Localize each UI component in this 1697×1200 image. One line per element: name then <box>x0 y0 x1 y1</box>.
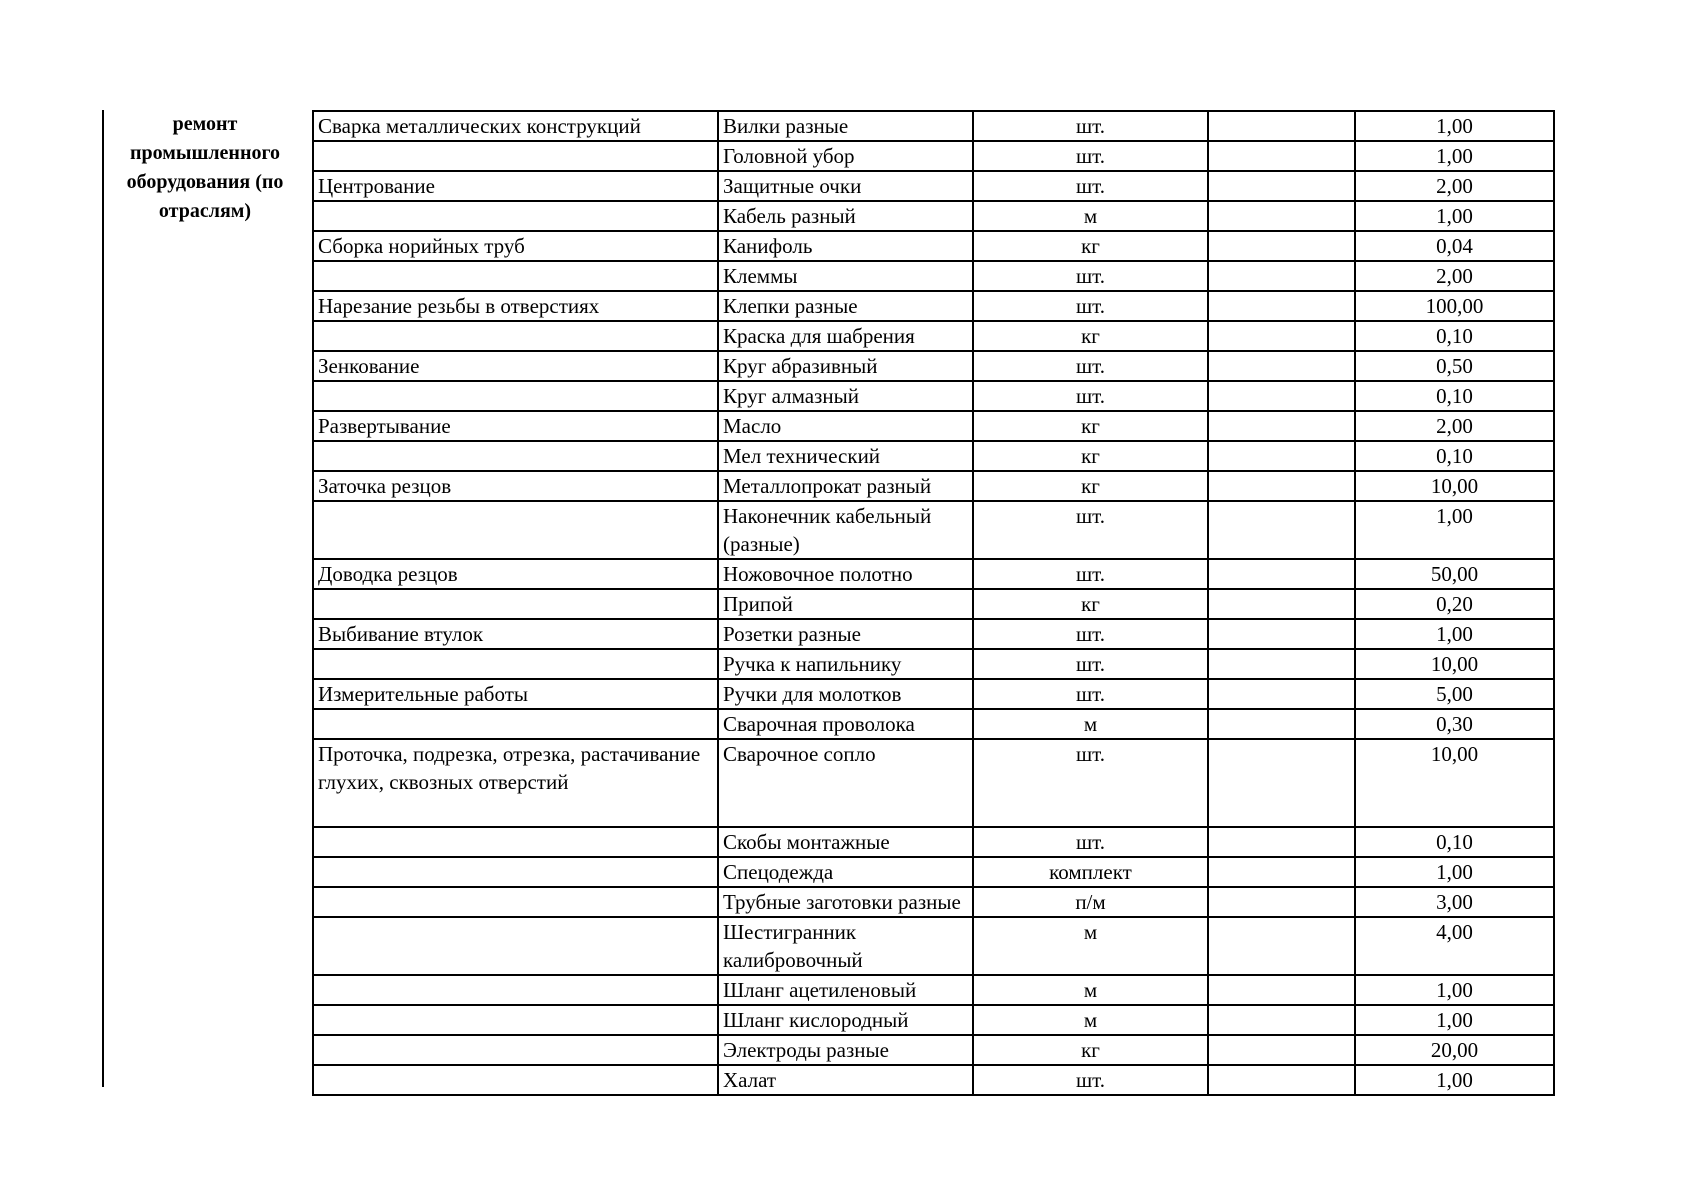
material-cell: Клеммы <box>718 261 973 291</box>
unit-cell: шт. <box>973 739 1208 827</box>
material-cell: Шестигранник калибровочный <box>718 917 973 975</box>
empty-cell <box>1208 589 1355 619</box>
table-row <box>313 441 1554 471</box>
operation-cell <box>313 1005 718 1035</box>
empty-cell <box>1208 411 1355 441</box>
operation-cell <box>313 381 718 411</box>
material-cell: Круг абразивный <box>718 351 973 381</box>
table-row <box>313 351 1554 381</box>
quantity-cell: 1,00 <box>1355 619 1554 649</box>
quantity-cell: 4,00 <box>1355 917 1554 975</box>
unit-cell: п/м <box>973 887 1208 917</box>
material-cell: Ручки для молотков <box>718 679 973 709</box>
operation-cell: Доводка резцов <box>313 559 718 589</box>
quantity-cell: 0,10 <box>1355 827 1554 857</box>
table-row <box>313 619 1554 649</box>
empty-cell <box>1208 1065 1355 1095</box>
empty-cell <box>1208 887 1355 917</box>
material-cell: Трубные заготовки разные <box>718 887 973 917</box>
operation-cell <box>313 709 718 739</box>
operation-cell <box>313 321 718 351</box>
material-cell: Защитные очки <box>718 171 973 201</box>
material-cell: Электроды разные <box>718 1035 973 1065</box>
quantity-cell: 1,00 <box>1355 1065 1554 1095</box>
quantity-cell: 20,00 <box>1355 1035 1554 1065</box>
unit-cell: шт. <box>973 111 1208 141</box>
section-label-line: ремонт <box>172 113 238 135</box>
material-cell: Шланг ацетиленовый <box>718 975 973 1005</box>
table-row <box>313 231 1554 261</box>
unit-cell: кг <box>973 231 1208 261</box>
empty-cell <box>1208 501 1355 559</box>
quantity-cell: 2,00 <box>1355 171 1554 201</box>
material-cell: Вилки разные <box>718 111 973 141</box>
operation-cell <box>313 589 718 619</box>
quantity-cell: 1,00 <box>1355 501 1554 559</box>
quantity-cell: 1,00 <box>1355 141 1554 171</box>
unit-cell: м <box>973 917 1208 975</box>
quantity-cell: 2,00 <box>1355 261 1554 291</box>
unit-cell: м <box>973 709 1208 739</box>
empty-cell <box>1208 1035 1355 1065</box>
unit-cell: шт. <box>973 827 1208 857</box>
unit-cell: кг <box>973 589 1208 619</box>
empty-cell <box>1208 351 1355 381</box>
empty-cell <box>1208 171 1355 201</box>
quantity-cell: 0,10 <box>1355 381 1554 411</box>
table-row <box>313 857 1554 887</box>
table-row <box>313 261 1554 291</box>
table-row <box>313 1035 1554 1065</box>
quantity-cell: 5,00 <box>1355 679 1554 709</box>
quantity-cell: 0,10 <box>1355 441 1554 471</box>
quantity-cell: 1,00 <box>1355 975 1554 1005</box>
unit-cell: шт. <box>973 381 1208 411</box>
operation-cell <box>313 917 718 975</box>
material-cell: Металлопрокат разный <box>718 471 973 501</box>
operation-cell: Центрование <box>313 171 718 201</box>
empty-cell <box>1208 141 1355 171</box>
operation-cell <box>313 975 718 1005</box>
unit-cell: шт. <box>973 351 1208 381</box>
empty-cell <box>1208 381 1355 411</box>
quantity-cell: 0,10 <box>1355 321 1554 351</box>
quantity-cell: 2,00 <box>1355 411 1554 441</box>
material-cell: Припой <box>718 589 973 619</box>
operation-cell: Выбивание втулок <box>313 619 718 649</box>
unit-cell: шт. <box>973 649 1208 679</box>
quantity-cell: 1,00 <box>1355 111 1554 141</box>
materials-table <box>312 110 1555 1096</box>
empty-cell <box>1208 619 1355 649</box>
quantity-cell: 10,00 <box>1355 739 1554 827</box>
operation-cell <box>313 441 718 471</box>
empty-cell <box>1208 559 1355 589</box>
empty-cell <box>1208 231 1355 261</box>
table-row <box>313 1065 1554 1095</box>
material-cell: Сварочное сопло <box>718 739 973 827</box>
quantity-cell: 100,00 <box>1355 291 1554 321</box>
quantity-cell: 0,50 <box>1355 351 1554 381</box>
table-row <box>313 501 1554 559</box>
table-row <box>313 381 1554 411</box>
material-cell: Клепки разные <box>718 291 973 321</box>
material-cell: Ручка к напильнику <box>718 649 973 679</box>
empty-cell <box>1208 649 1355 679</box>
table-row <box>313 171 1554 201</box>
quantity-cell: 0,20 <box>1355 589 1554 619</box>
table-row <box>313 471 1554 501</box>
operation-cell: Нарезание резьбы в отверстиях <box>313 291 718 321</box>
table-row <box>313 679 1554 709</box>
unit-cell: шт. <box>973 1065 1208 1095</box>
material-cell: Шланг кислородный <box>718 1005 973 1035</box>
table-row <box>313 917 1554 975</box>
unit-cell: шт. <box>973 291 1208 321</box>
operation-cell: Сборка норийных труб <box>313 231 718 261</box>
material-cell: Сварочная проволока <box>718 709 973 739</box>
unit-cell: шт. <box>973 171 1208 201</box>
quantity-cell: 10,00 <box>1355 649 1554 679</box>
empty-cell <box>1208 291 1355 321</box>
empty-cell <box>1208 679 1355 709</box>
operation-cell <box>313 827 718 857</box>
table-row <box>313 1005 1554 1035</box>
empty-cell <box>1208 857 1355 887</box>
operation-cell <box>313 649 718 679</box>
unit-cell: м <box>973 201 1208 231</box>
empty-cell <box>1208 709 1355 739</box>
empty-cell <box>1208 471 1355 501</box>
operation-cell <box>313 1035 718 1065</box>
material-cell: Кабель разный <box>718 201 973 231</box>
quantity-cell: 3,00 <box>1355 887 1554 917</box>
operation-cell <box>313 857 718 887</box>
empty-cell <box>1208 827 1355 857</box>
quantity-cell: 0,30 <box>1355 709 1554 739</box>
left-border-rule <box>102 110 104 1087</box>
material-cell: Канифоль <box>718 231 973 261</box>
operation-cell: Измерительные работы <box>313 679 718 709</box>
material-cell: Розетки разные <box>718 619 973 649</box>
operation-cell: Развертывание <box>313 411 718 441</box>
material-cell: Халат <box>718 1065 973 1095</box>
table-row <box>313 411 1554 441</box>
quantity-cell: 1,00 <box>1355 1005 1554 1035</box>
unit-cell: кг <box>973 411 1208 441</box>
section-label <box>110 110 300 226</box>
unit-cell: шт. <box>973 679 1208 709</box>
unit-cell: м <box>973 975 1208 1005</box>
empty-cell <box>1208 111 1355 141</box>
empty-cell <box>1208 321 1355 351</box>
table-row <box>313 827 1554 857</box>
operation-cell: Заточка резцов <box>313 471 718 501</box>
empty-cell <box>1208 917 1355 975</box>
table-row <box>313 141 1554 171</box>
empty-cell <box>1208 261 1355 291</box>
section-label-line: оборудования (по <box>126 171 284 193</box>
table-row <box>313 111 1554 141</box>
unit-cell: кг <box>973 321 1208 351</box>
table-row <box>313 975 1554 1005</box>
empty-cell <box>1208 201 1355 231</box>
unit-cell: кг <box>973 1035 1208 1065</box>
empty-cell <box>1208 975 1355 1005</box>
operation-cell <box>313 141 718 171</box>
table-row <box>313 649 1554 679</box>
material-cell: Масло <box>718 411 973 441</box>
empty-cell <box>1208 739 1355 827</box>
unit-cell: шт. <box>973 141 1208 171</box>
operation-cell <box>313 1065 718 1095</box>
operation-cell <box>313 261 718 291</box>
quantity-cell: 1,00 <box>1355 201 1554 231</box>
material-cell: Краска для шабрения <box>718 321 973 351</box>
section-label-line: отраслям) <box>158 200 252 222</box>
unit-cell: шт. <box>973 619 1208 649</box>
material-cell: Мел технический <box>718 441 973 471</box>
operation-cell <box>313 501 718 559</box>
table-row <box>313 321 1554 351</box>
table-row <box>313 589 1554 619</box>
material-cell: Спецодежда <box>718 857 973 887</box>
material-cell: Наконечник кабельный (разные) <box>718 501 973 559</box>
operation-cell <box>313 887 718 917</box>
operation-cell: Проточка, подрезка, отрезка, растачивание глухих, сквозных отверстий <box>313 739 718 827</box>
operation-cell: Зенкование <box>313 351 718 381</box>
material-cell: Головной убор <box>718 141 973 171</box>
table-row <box>313 201 1554 231</box>
unit-cell: комплект <box>973 857 1208 887</box>
unit-cell: шт. <box>973 261 1208 291</box>
operation-cell <box>313 201 718 231</box>
quantity-cell: 10,00 <box>1355 471 1554 501</box>
quantity-cell: 50,00 <box>1355 559 1554 589</box>
unit-cell: шт. <box>973 559 1208 589</box>
empty-cell <box>1208 441 1355 471</box>
table-row <box>313 887 1554 917</box>
section-label-line: промышленного <box>129 142 281 164</box>
operation-cell: Сварка металлических конструкций <box>313 111 718 141</box>
unit-cell: кг <box>973 441 1208 471</box>
table-row <box>313 739 1554 827</box>
unit-cell: шт. <box>973 501 1208 559</box>
material-cell: Ножовочное полотно <box>718 559 973 589</box>
quantity-cell: 1,00 <box>1355 857 1554 887</box>
material-cell: Круг алмазный <box>718 381 973 411</box>
empty-cell <box>1208 1005 1355 1035</box>
table-row <box>313 291 1554 321</box>
unit-cell: м <box>973 1005 1208 1035</box>
material-cell: Скобы монтажные <box>718 827 973 857</box>
table-row <box>313 559 1554 589</box>
unit-cell: кг <box>973 471 1208 501</box>
quantity-cell: 0,04 <box>1355 231 1554 261</box>
table-row <box>313 709 1554 739</box>
